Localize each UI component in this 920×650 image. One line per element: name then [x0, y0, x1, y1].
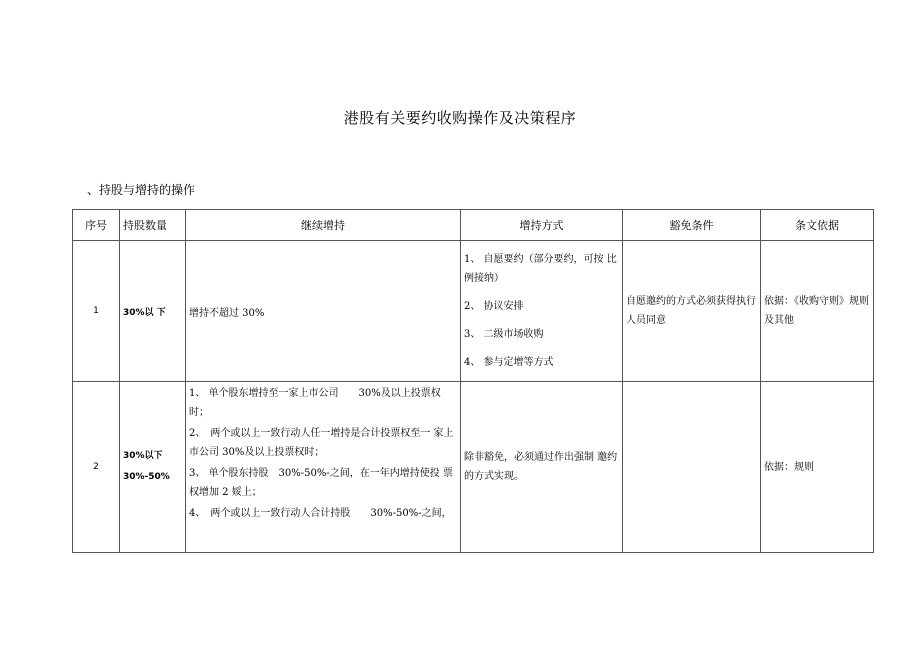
row-seq: 1: [73, 241, 120, 382]
continue-item: 3、 单个股东持股 30%-50%-之间，在一年内增持使投 票权增加 2 娞上；: [189, 468, 453, 498]
row-holding: 30%以 下: [120, 241, 186, 382]
section-heading: 、持股与增持的操作: [87, 183, 196, 197]
method-item: 3、 二级市场收购: [464, 329, 544, 340]
row-continue: [186, 382, 461, 553]
row-method: 除非豁免，必须通过作出强制 邀约的方式实现。: [461, 382, 623, 553]
method-item: 4、 参与定增等方式: [464, 357, 554, 368]
row-exemption: [623, 382, 761, 553]
holding-line: 30%-50%: [123, 472, 170, 482]
table-row: [73, 382, 874, 553]
header-holding: 持股数量: [120, 210, 186, 241]
header-exemption: 豁免条件: [623, 210, 761, 241]
row-seq: 2: [73, 382, 120, 553]
row-methods: [461, 241, 623, 382]
method-item: 1、 自愿要约（部分要约，可按 比例接纳）: [464, 254, 617, 284]
header-basis: 条文依据: [761, 210, 874, 241]
row-holding: [120, 382, 186, 553]
row-basis: 依据：《收购守则》规则及其他: [761, 241, 874, 382]
holding-line: 30%以下: [123, 451, 163, 461]
row-continue: 增持不超过 30%: [186, 241, 461, 382]
acquisition-table: [72, 209, 874, 553]
row-exemption: 自愿邀约的方式必须获得执行人员同意: [623, 241, 761, 382]
header-seq: 序号: [73, 210, 120, 241]
table-header-row: [73, 210, 874, 241]
method-item: 2、 协议安排: [464, 301, 524, 312]
continue-item: 1、 单个股东增持至一家上市公司 30%及以上投票权时；: [189, 388, 441, 418]
document-title: 港股有关要约收购操作及决策程序: [343, 109, 577, 127]
continue-item: 2、 两个或以上一致行动人任一增持是合计投票权至一 家上市公司 30%及以上投票权时；: [189, 428, 454, 458]
continue-item: 4、 两个或以上一致行动人合计持股 30%-50%-之间，: [189, 508, 452, 519]
header-method: 增持方式: [461, 210, 623, 241]
row-basis: 依据：规则: [761, 382, 874, 553]
header-continue: 继续增持: [186, 210, 461, 241]
table-row: [73, 241, 874, 382]
